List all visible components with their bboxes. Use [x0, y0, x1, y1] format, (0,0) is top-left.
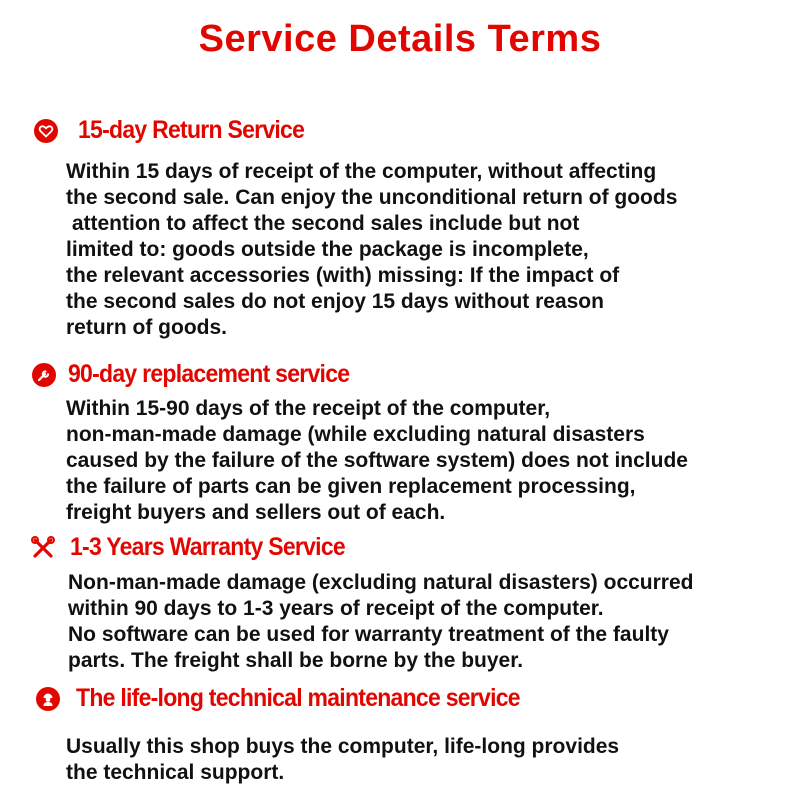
section-heading-replacement — [32, 360, 374, 389]
section-title: 15-day Return Service — [78, 116, 305, 144]
section-heading-warranty — [30, 533, 369, 562]
text-line: Non-man-made damage (excluding natural disasters) occurred — [68, 571, 694, 594]
text-line: the failure of parts can be given replacement processing, — [66, 475, 636, 498]
section-title: 90-day replacement service — [68, 360, 350, 388]
wrench-icon — [32, 363, 56, 387]
text-line: return of goods. — [66, 316, 227, 339]
text-line: caused by the failure of the software system) does not include — [66, 449, 688, 472]
text-line: non-man-made damage (while excluding natural disasters — [66, 423, 645, 446]
section-body-replacement — [66, 396, 688, 526]
tools-icon — [30, 535, 56, 561]
technician-icon — [36, 687, 60, 711]
text-line: the relevant accessories (with) missing: If the impact of — [66, 264, 620, 287]
text-line: attention to affect the second sales include but not — [66, 212, 580, 235]
text-line: the second sales do not enjoy 15 days without reason — [66, 290, 604, 313]
section-title: The life-long technical maintenance service — [76, 684, 520, 712]
text-line: parts. The freight shall be borne by the buyer. — [68, 649, 524, 672]
section-body-maintenance — [66, 734, 619, 786]
text-line: No software can be used for warranty treatment of the faulty — [68, 623, 669, 646]
section-title: 1-3 Years Warranty Service — [70, 533, 345, 561]
heart-icon — [34, 119, 58, 143]
section-heading-maintenance — [36, 684, 558, 713]
page-title: Service Details Terms — [198, 18, 602, 60]
text-line: limited to: goods outside the package is incomplete, — [66, 238, 589, 261]
section-heading-return — [34, 116, 324, 145]
text-line: the technical support. — [66, 761, 285, 784]
text-line: Usually this shop buys the computer, life-long provides — [66, 735, 620, 758]
section-body-warranty — [68, 570, 694, 674]
section-body-return — [66, 159, 677, 341]
text-line: Within 15-90 days of the receipt of the computer, — [66, 397, 551, 420]
text-line: within 90 days to 1-3 years of receipt of the computer. — [68, 597, 604, 620]
text-line: the second sale. Can enjoy the unconditional return of goods — [66, 186, 678, 209]
text-line: Within 15 days of receipt of the computer, without affecting — [66, 160, 657, 183]
text-line: freight buyers and sellers out of each. — [66, 501, 446, 524]
